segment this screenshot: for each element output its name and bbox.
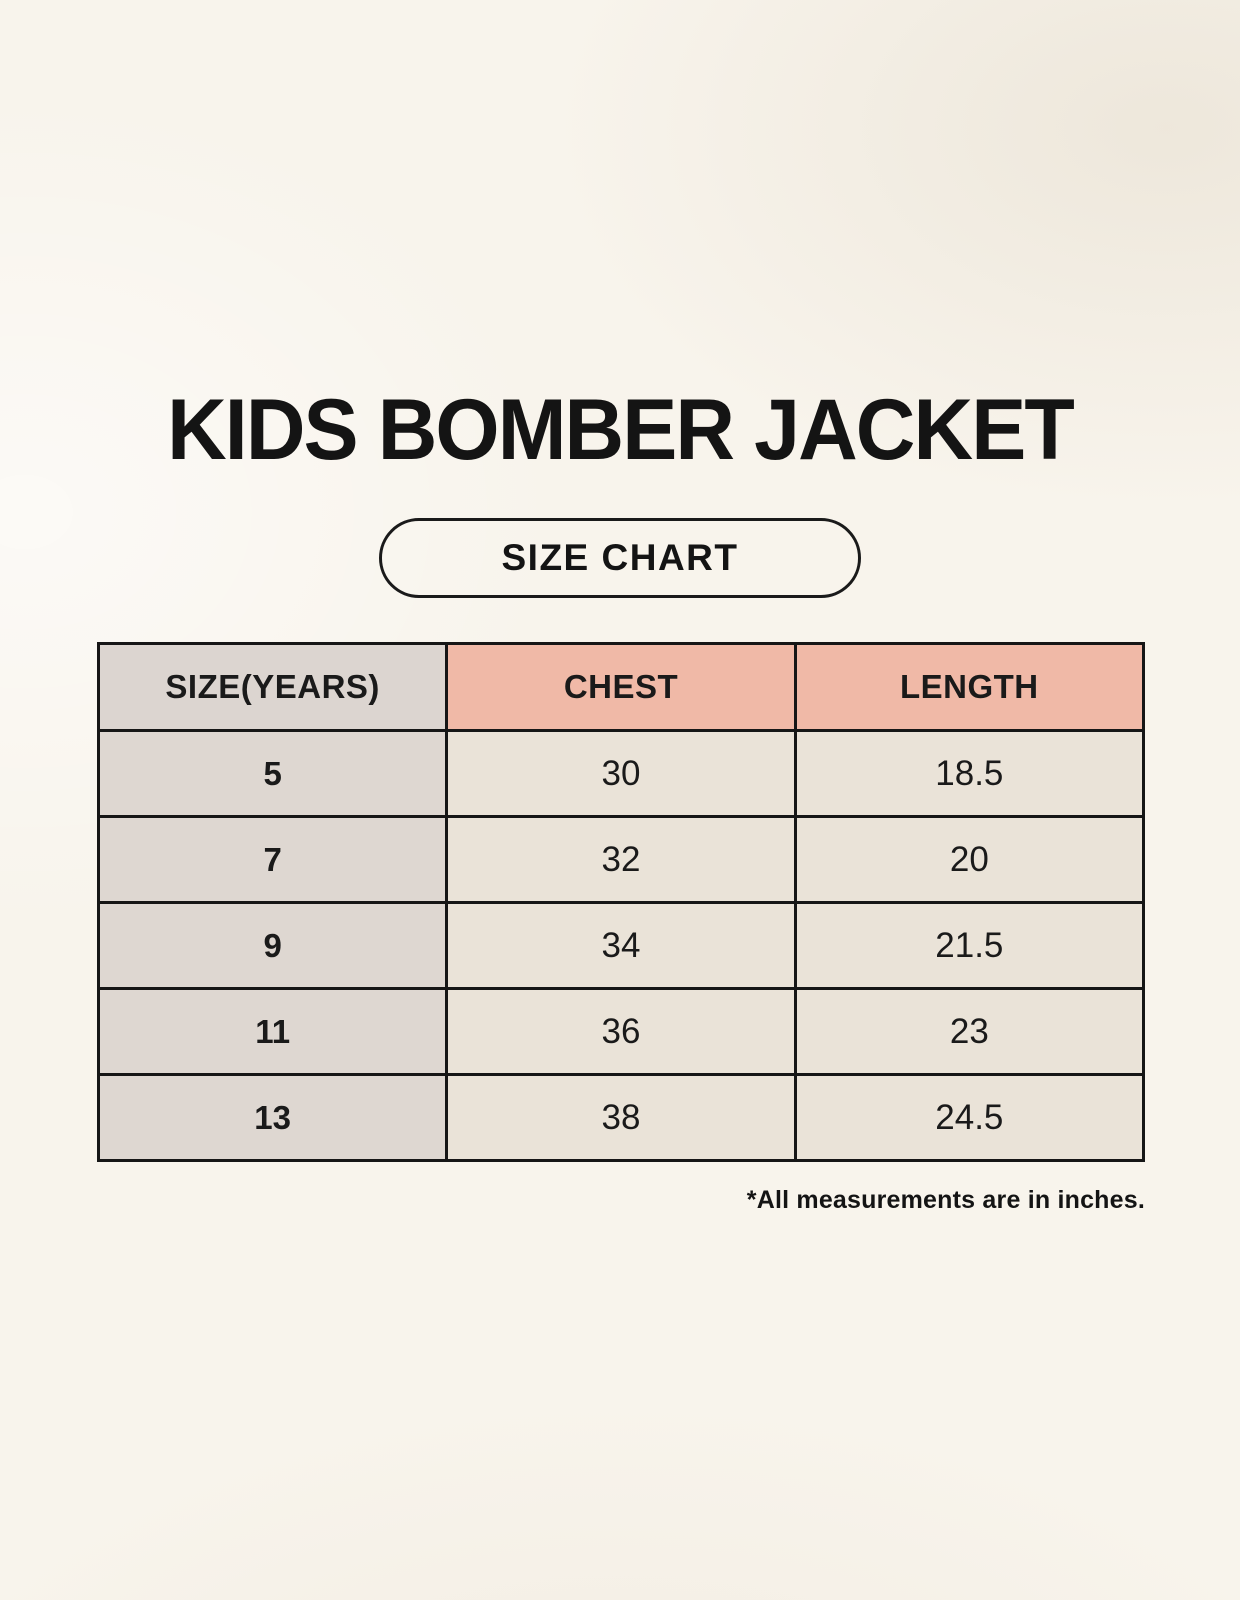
size-value: 9 xyxy=(99,903,447,989)
chest-value: 34 xyxy=(447,903,795,989)
size-chart-badge-label: SIZE CHART xyxy=(501,537,739,578)
length-value: 20 xyxy=(795,817,1143,903)
length-value: 18.5 xyxy=(795,731,1143,817)
chest-value: 38 xyxy=(447,1075,795,1161)
page-title: KIDS BOMBER JACKET xyxy=(167,382,1073,478)
size-value: 13 xyxy=(99,1075,447,1161)
chest-value: 32 xyxy=(447,817,795,903)
size-value: 11 xyxy=(99,989,447,1075)
chest-value: 36 xyxy=(447,989,795,1075)
chest-value: 30 xyxy=(447,731,795,817)
size-chart-badge xyxy=(379,518,861,598)
measurements-footnote: *All measurements are in inches. xyxy=(746,1186,1145,1214)
length-value: 24.5 xyxy=(795,1075,1143,1161)
size-value: 7 xyxy=(99,817,447,903)
table-header-row xyxy=(99,644,1144,731)
table-row xyxy=(99,817,1144,903)
table-row xyxy=(99,989,1144,1075)
column-header-size-years: SIZE(YEARS) xyxy=(99,644,447,731)
length-value: 21.5 xyxy=(795,903,1143,989)
size-table xyxy=(97,642,1145,1162)
table-row xyxy=(99,903,1144,989)
column-header-length: LENGTH xyxy=(795,644,1143,731)
table-row xyxy=(99,731,1144,817)
length-value: 23 xyxy=(795,989,1143,1075)
column-header-chest: CHEST xyxy=(447,644,795,731)
table-row xyxy=(99,1075,1144,1161)
size-value: 5 xyxy=(99,731,447,817)
